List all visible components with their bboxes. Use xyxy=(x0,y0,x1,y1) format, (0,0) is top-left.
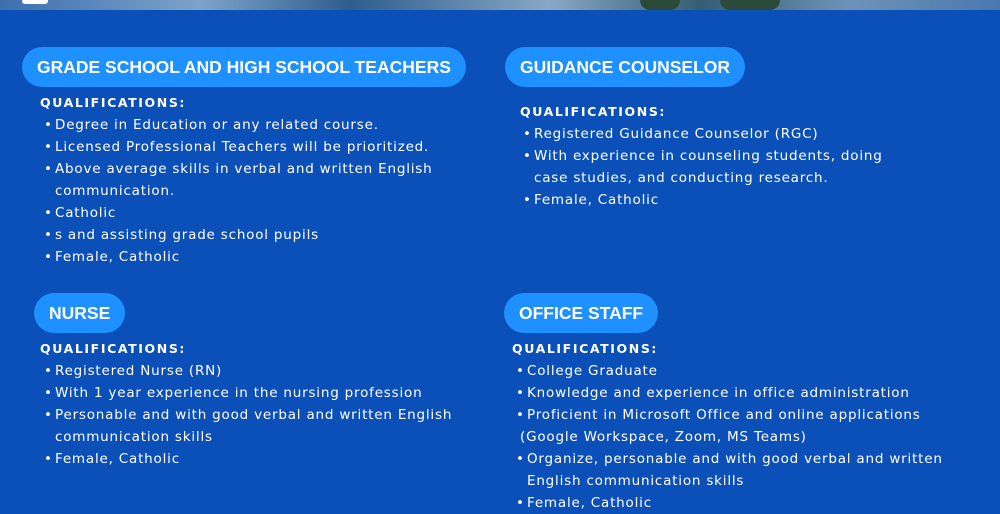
list-item: • Female, Catholic xyxy=(523,189,975,211)
list-item: • Degree in Education or any related course. xyxy=(44,114,492,136)
qualifications-heading: QUALIFICATIONS: xyxy=(520,104,667,119)
list-item: • s and assisting grade school pupils xyxy=(44,224,492,246)
nurse-title: NURSE xyxy=(34,293,125,333)
list-item: • Organize, personable and with good verbal and written xyxy=(516,448,984,470)
list-item-continuation: (Google Workspace, Zoom, MS Teams) xyxy=(520,429,807,445)
qualifications-list xyxy=(44,114,492,268)
qualifications-list xyxy=(523,123,975,211)
palm-tree-image xyxy=(720,0,780,10)
list-item: • Proficient in Microsoft Office and online applications xyxy=(516,404,984,426)
list-item-continuation: case studies, and conducting research. xyxy=(534,170,829,186)
list-item-continuation: English communication skills xyxy=(527,473,745,489)
list-item: • Female, Catholic xyxy=(44,448,494,470)
guidance-section xyxy=(505,47,975,211)
palm-tree-image xyxy=(640,0,680,10)
list-item: • Licensed Professional Teachers will be prioritized. xyxy=(44,136,492,158)
list-item: • Female, Catholic xyxy=(44,246,492,268)
list-item-continuation: communication. xyxy=(55,183,175,199)
teachers-section xyxy=(22,47,492,268)
list-item: • Personable and with good verbal and written English xyxy=(44,404,494,426)
list-item: • Registered Guidance Counselor (RGC) xyxy=(523,123,975,145)
qualifications-heading: QUALIFICATIONS: xyxy=(40,95,187,110)
guidance-title: GUIDANCE COUNSELOR xyxy=(505,47,745,87)
qualifications-list xyxy=(516,360,984,514)
qualifications-list xyxy=(44,360,494,470)
office-title: OFFICE STAFF xyxy=(504,293,658,333)
list-item: • Catholic xyxy=(44,202,492,224)
header-photo-strip xyxy=(0,0,1000,10)
list-item: • Knowledge and experience in office administration xyxy=(516,382,984,404)
office-section xyxy=(504,293,984,514)
logo-icon xyxy=(22,0,48,4)
teachers-title: GRADE SCHOOL AND HIGH SCHOOL TEACHERS xyxy=(22,47,466,87)
qualifications-heading: QUALIFICATIONS: xyxy=(40,341,187,356)
list-item: • With 1 year experience in the nursing profession xyxy=(44,382,494,404)
list-item: • Above average skills in verbal and written English xyxy=(44,158,492,180)
nurse-section xyxy=(34,293,494,470)
list-item-continuation: communication skills xyxy=(55,429,213,445)
list-item: • Registered Nurse (RN) xyxy=(44,360,494,382)
list-item: • College Graduate xyxy=(516,360,984,382)
list-item: • Female, Catholic xyxy=(516,492,984,514)
qualifications-heading: QUALIFICATIONS: xyxy=(512,341,659,356)
list-item: • With experience in counseling students, doing xyxy=(523,145,975,167)
